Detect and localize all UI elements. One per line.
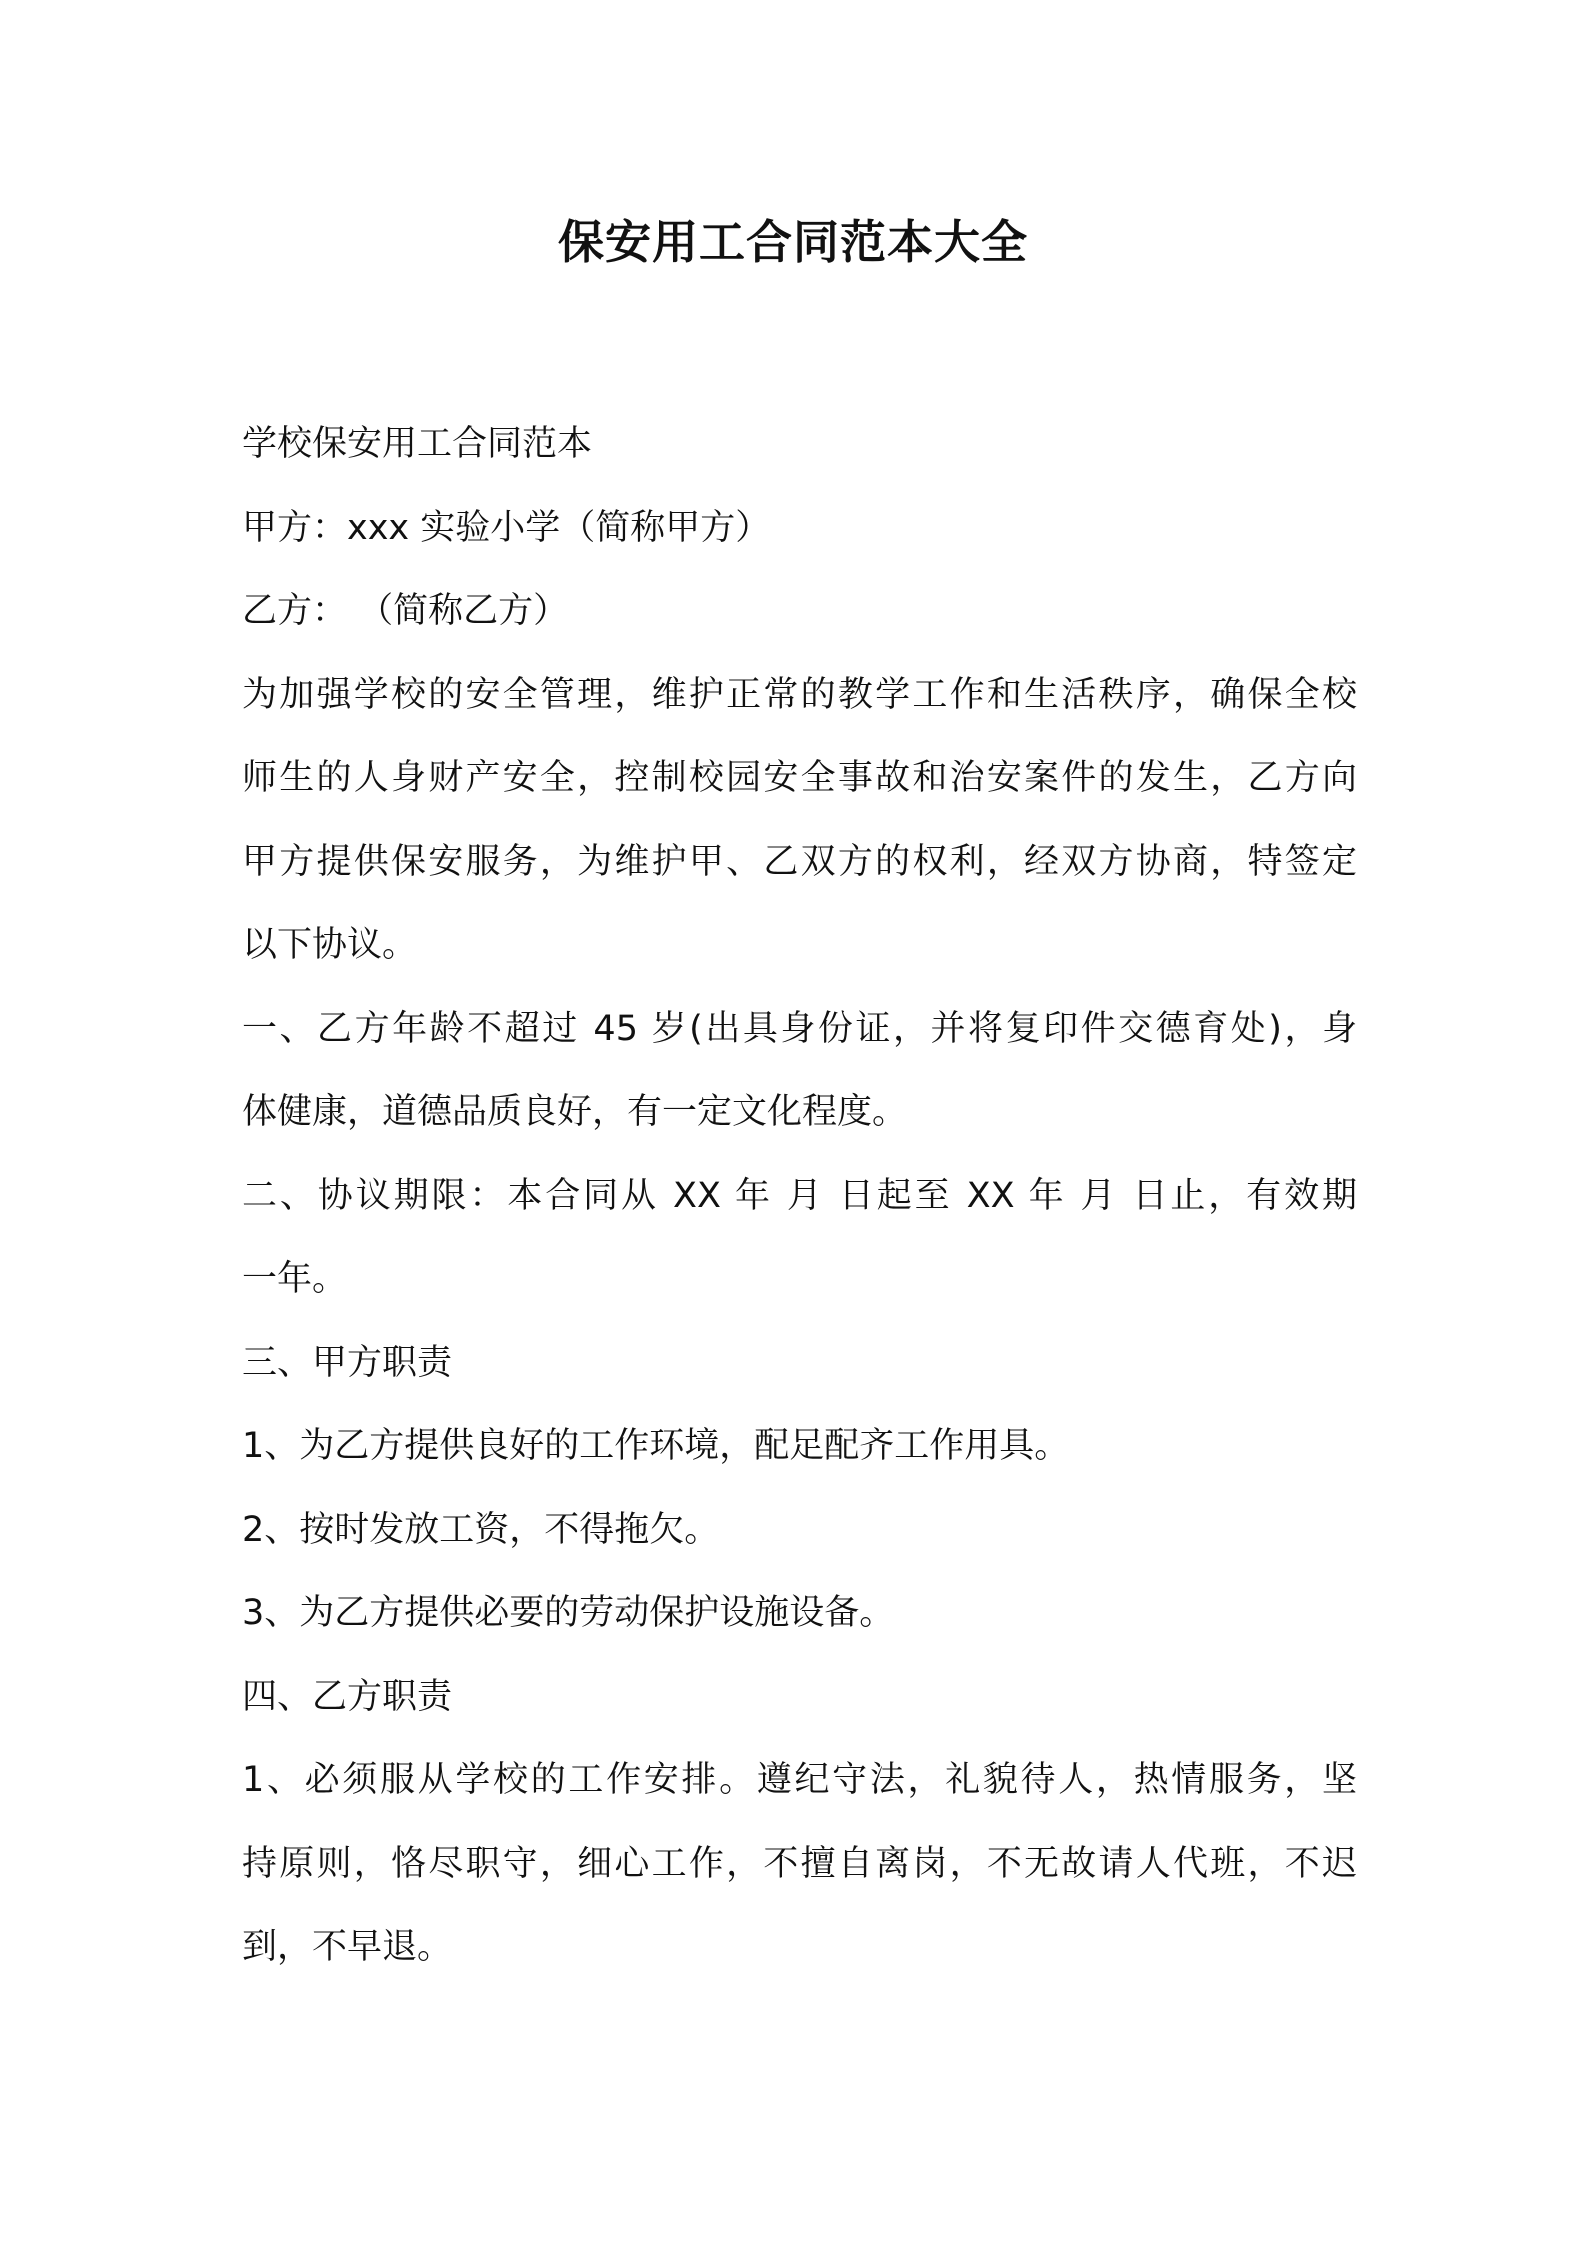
clause-3-item: 3、为乙方提供必要的劳动保护设施设备。: [242, 1593, 895, 1633]
preamble-line: 以下协议。: [242, 925, 418, 965]
clause-2-line: 二、协议期限：本合同从 XX 年 月 日起至 XX 年 月 日止，有效期: [242, 1175, 1357, 1216]
clause-1-line: 一、乙方年龄不超过 45 岁(出具身份证，并将复印件交德育处)，身: [242, 1008, 1357, 1049]
preamble-line: 甲方提供保安服务，为维护甲、乙双方的权利，经双方协商，特签定: [242, 841, 1357, 882]
clause-4-heading: 四、乙方职责: [242, 1676, 453, 1717]
clause-3-item: 1、为乙方提供良好的工作环境，配足配齐工作用具。: [242, 1426, 1070, 1466]
clause-4-item-line: 1、必须服从学校的工作安排。遵纪守法，礼貌待人，热情服务，坚: [242, 1760, 1357, 1800]
preamble-line: 师生的人身财产安全，控制校园安全事故和治安案件的发生，乙方向: [242, 758, 1357, 798]
clause-3-heading: 三、甲方职责: [242, 1342, 453, 1383]
preamble-line: 为加强学校的安全管理，维护正常的教学工作和生活秩序，确保全校: [242, 674, 1357, 715]
clause-4-item-line: 到，不早退。: [242, 1927, 453, 1967]
document-title: 保安用工合同范本大全: [558, 215, 1028, 269]
clause-1-line: 体健康，道德品质良好，有一定文化程度。: [242, 1092, 908, 1132]
party-b-line: 乙方： （简称乙方）: [242, 591, 569, 631]
document-body: [242, 403, 1357, 1990]
clause-2-line: 一年。: [242, 1259, 348, 1299]
party-a-line: 甲方：xxx 实验小学（简称甲方）: [242, 507, 771, 548]
section-heading: 学校保安用工合同范本: [242, 424, 593, 464]
clause-3-item: 2、按时发放工资，不得拖欠。: [242, 1509, 720, 1550]
clause-4-item-line: 持原则，恪尽职守，细心工作，不擅自离岗，不无故请人代班，不迟: [242, 1843, 1357, 1884]
